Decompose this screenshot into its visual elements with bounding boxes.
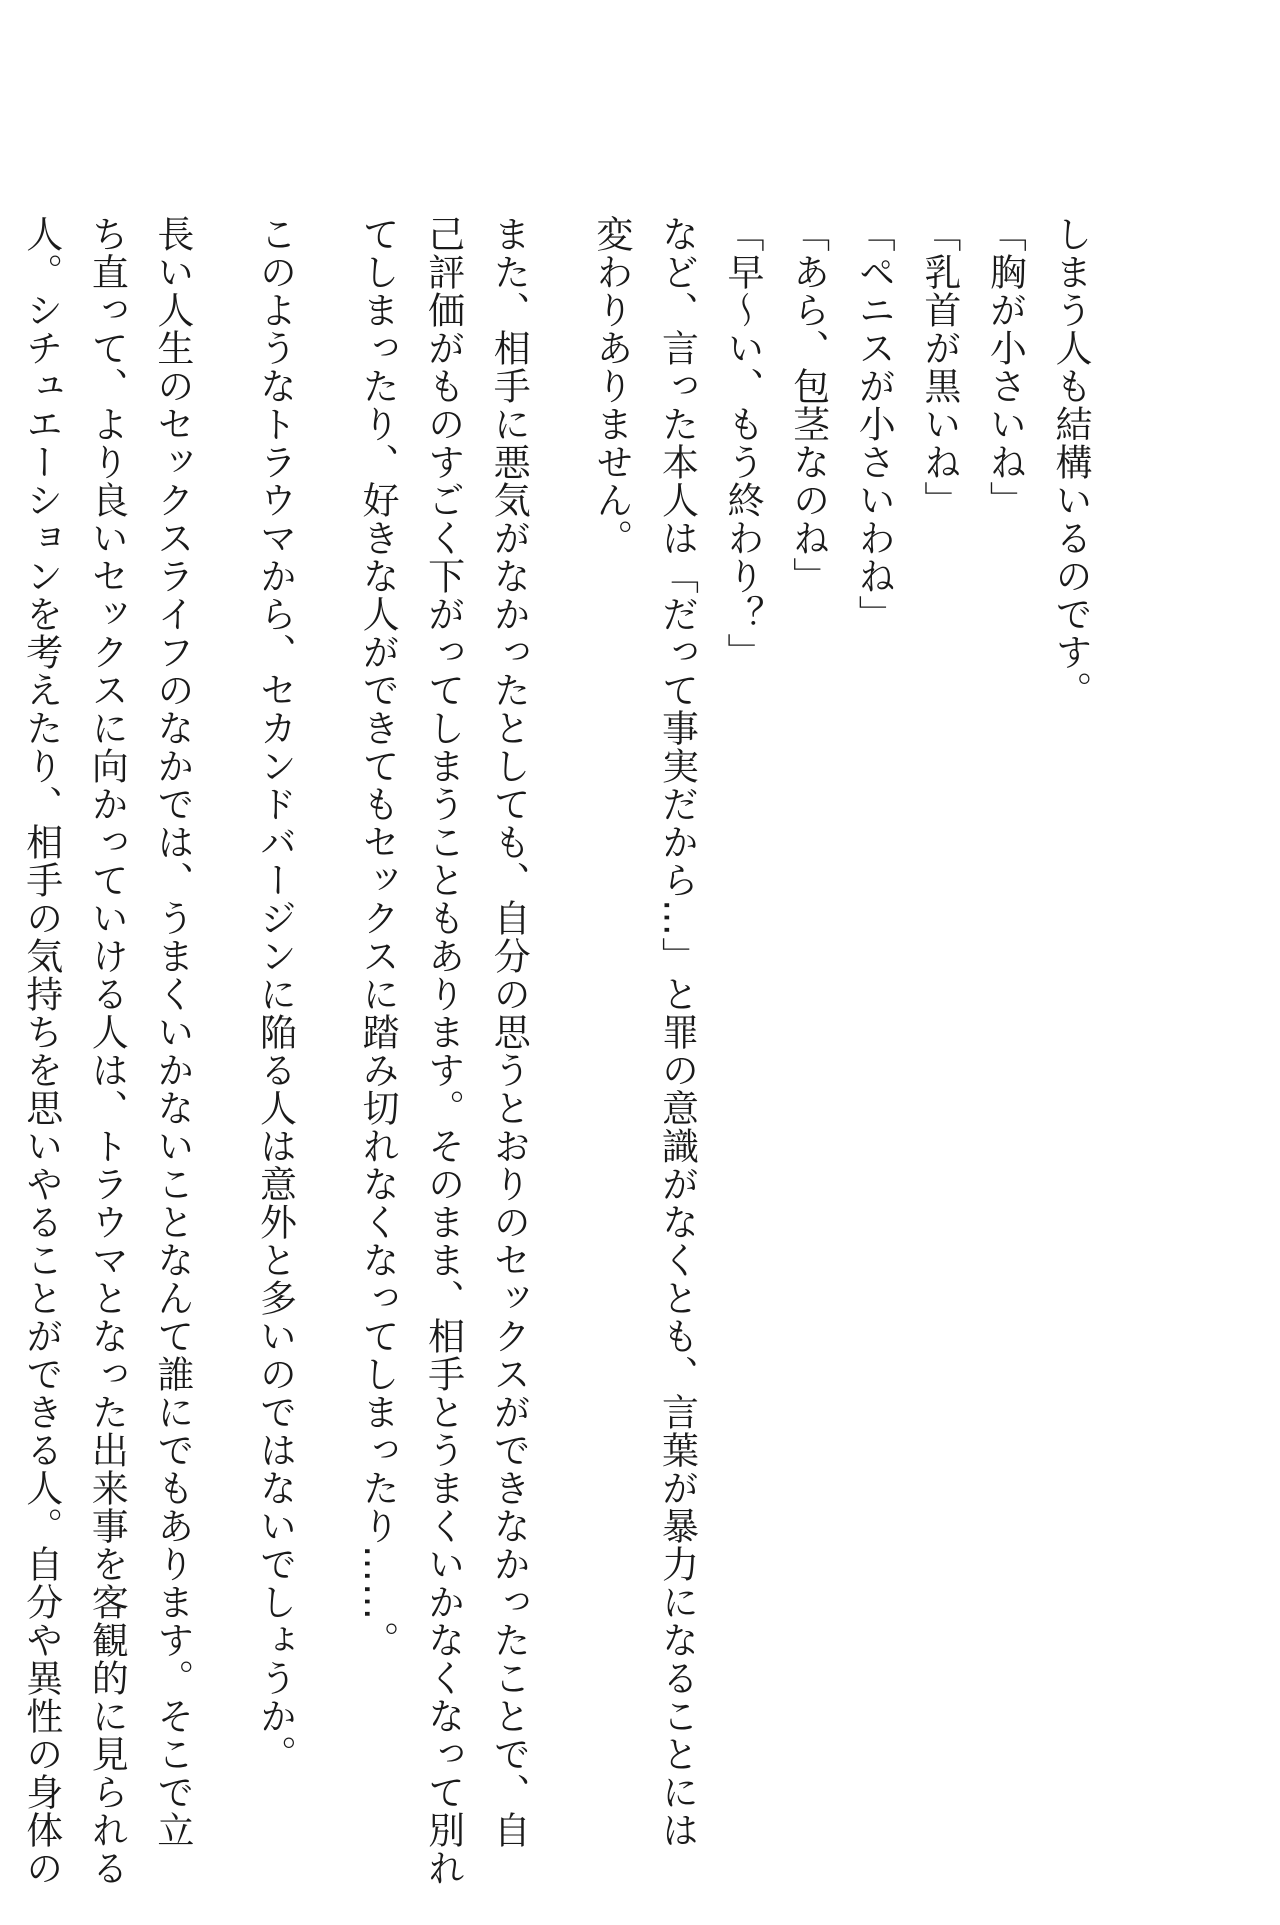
text-line-15: 人。シチュエーションを考えたり、相手の気持ちを思いやることができる人。自分や異性の身体の (19, 215, 63, 1887)
dialogue-line-4: 「あら、包茎なのね」 (786, 215, 830, 595)
text-line-16 (0, 215, 8, 1565)
text-line-11: てしまったり、好きな人ができてもセックスに踏み切れなくなってしまったり……。 (356, 215, 400, 1659)
dialogue-line-1: 「胸が小さいね」 (983, 215, 1027, 519)
dialogue-line-3: 「ペニスが小さいわね」 (852, 215, 896, 633)
text-line-13: 長い人生のセックスライフのなかでは、うまくいかないことなんて誰にでもあります。そこで立 (150, 215, 194, 1849)
text-line-10: 己評価がものすごく下がってしまうこともあります。そのまま、相手とうまくいかなくなって別れ (421, 215, 465, 1887)
text-line-1: しまう人も結構いるのです。 (1049, 215, 1092, 709)
vertical-text-body (0, 215, 1103, 1887)
text-line-12: このようなトラウマから、セカンドバージンに陥る人は意外と多いのではないでしょうか。 (253, 215, 297, 1773)
text-line-14: ち直って、より良いセックスに向かっていける人は、トラウマとなった出来事を客観的に見られる (85, 215, 129, 1887)
dialogue-line-2: 「乳首が黒いね」 (917, 215, 961, 519)
text-line-9: また、相手に悪気がなかったとしても、自分の思うとおりのセックスができなかったことで、自 (487, 215, 531, 1849)
text-line-8: 変わりありません。 (589, 215, 633, 557)
dialogue-line-5: 「早〜い、もう終わり？」 (721, 215, 765, 671)
text-line-7: など、言った本人は「だって事実だから…」と罪の意識がなくとも、言葉が暴力になることには (655, 215, 699, 1849)
